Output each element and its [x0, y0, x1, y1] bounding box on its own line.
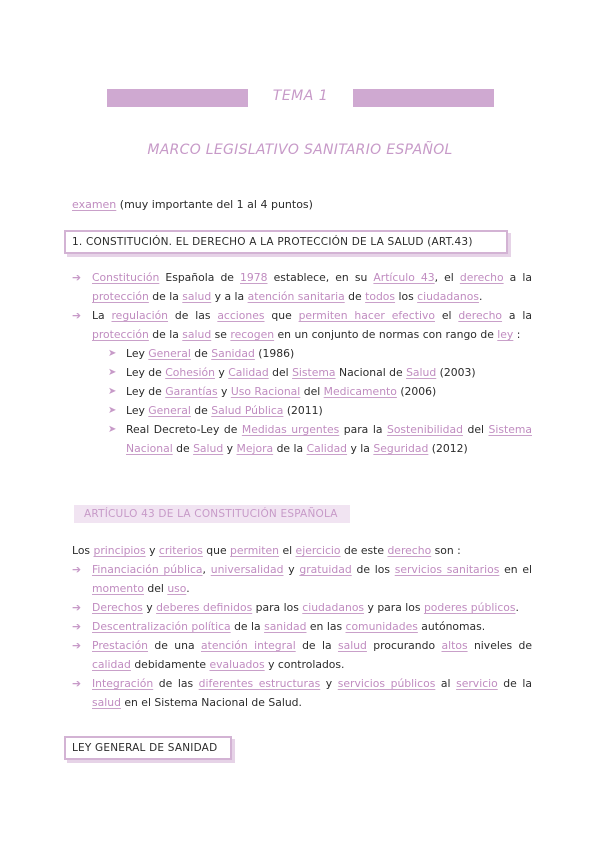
bullet-articulo-1: ➔ Financiación pública, universalidad y gratuidad de los servicios sanitarios en el momento del uso. — [72, 560, 532, 598]
title-bar-right — [353, 89, 494, 107]
sub-bullet-ley-2: ➤ Ley de Cohesión y Calidad del Sistema Nacional de Salud (2003) — [108, 363, 532, 382]
page-title: TEMA 1 — [272, 88, 329, 104]
page-subtitle: MARCO LEGISLATIVO SANITARIO ESPAÑOL — [147, 142, 453, 158]
arrow-icon: ➔ — [72, 639, 82, 652]
arrow-icon: ➔ — [72, 677, 82, 690]
title-row — [107, 88, 494, 108]
bullet-constitucion-1: ➔ Constitución Española de 1978 establece, en su Artículo 43, el derecho a la protección de la salud y a la atención sanitaria de todos los ciudadanos. — [72, 268, 532, 306]
arrow-icon: ➔ — [72, 271, 82, 284]
bullet-articulo-4: ➔ Prestación de una atención integral de la salud procurando altos niveles de calidad debidamente evaluados y controlados. — [72, 636, 532, 674]
title-bar-left — [107, 89, 248, 107]
arrow-icon: ➔ — [72, 309, 82, 322]
arrow-icon: ➔ — [72, 620, 82, 633]
section-heading-ley-general: LEY GENERAL DE SANIDAD — [64, 736, 232, 760]
bullet-articulo-3: ➔ Descentralización política de la sanidad en las comunidades autónomas. — [72, 617, 532, 636]
sub-bullet-ley-5: ➤ Real Decreto-Ley de Medidas urgentes para la Sostenibilidad del Sistema Nacional de Salud y Mejora de la Calidad y la Seguridad (2012) — [108, 420, 532, 458]
triangle-icon: ➤ — [108, 348, 117, 359]
arrow-icon: ➔ — [72, 563, 82, 576]
exam-link: examen — [72, 198, 117, 211]
arrow-icon: ➔ — [72, 601, 82, 614]
section-heading-articulo-43: ARTÍCULO 43 DE LA CONSTITUCIÓN ESPAÑOLA — [74, 505, 350, 523]
triangle-icon: ➤ — [108, 424, 117, 435]
triangle-icon: ➤ — [108, 367, 117, 378]
section-articulo-43 — [72, 541, 532, 712]
triangle-icon: ➤ — [108, 386, 117, 397]
bullet-articulo-5: ➔ Integración de las diferentes estructuras y servicios públicos al servicio de la salud en el Sistema Nacional de Salud. — [72, 674, 532, 712]
exam-note — [72, 198, 313, 211]
exam-note-text: (muy importante del 1 al 4 puntos) — [116, 198, 313, 211]
bullet-constitucion-2: ➔ La regulación de las acciones que permiten hacer efectivo el derecho a la protección de la salud se recogen en un conjunto de normas con rango de ley : — [72, 306, 532, 344]
section-constitucion — [72, 268, 532, 458]
intro-principios: Los principios y criterios que permiten el ejercicio de este derecho son : — [72, 544, 461, 557]
bullet-articulo-2: ➔ Derechos y deberes definidos para los ciudadanos y para los poderes públicos. — [72, 598, 532, 617]
sub-bullet-ley-1: ➤ Ley General de Sanidad (1986) — [108, 344, 532, 363]
sub-bullet-ley-3: ➤ Ley de Garantías y Uso Racional del Medicamento (2006) — [108, 382, 532, 401]
section-heading-constitucion: 1. CONSTITUCIÓN. EL DERECHO A LA PROTECCIÓN DE LA SALUD (ART.43) — [64, 230, 508, 254]
triangle-icon: ➤ — [108, 405, 117, 416]
sub-bullet-ley-4: ➤ Ley General de Salud Pública (2011) — [108, 401, 532, 420]
